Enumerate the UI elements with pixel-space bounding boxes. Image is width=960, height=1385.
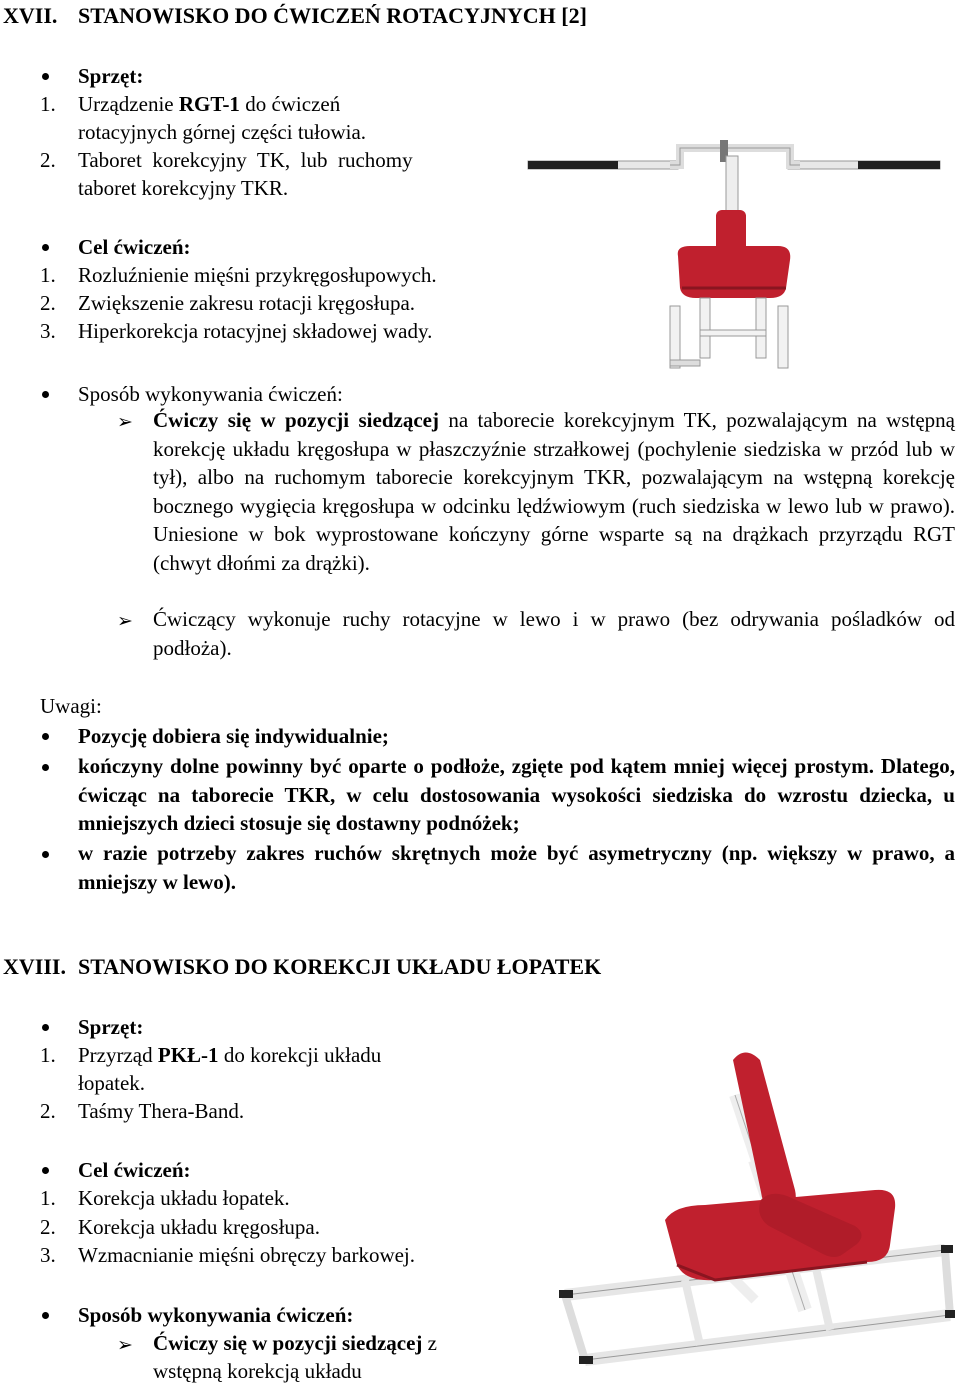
bullet-dot-icon — [42, 733, 49, 740]
method-heading: Sposób wykonywania ćwiczeń: — [78, 1303, 354, 1327]
equipment-heading: Sprzęt: — [78, 64, 144, 88]
list-number: 3. — [40, 319, 56, 343]
pkl-device-image — [555, 1040, 955, 1384]
method-paragraph-1: Ćwiczy się w pozycji siedzącej z — [153, 1331, 437, 1355]
note-item-1: Pozycję dobiera się indywidualnie; — [78, 724, 389, 748]
arrow-bullet-icon: ➢ — [117, 1334, 133, 1356]
list-number: 2. — [40, 1099, 56, 1123]
goal-item: Korekcja układu kręgosłupa. — [78, 1215, 321, 1239]
list-number: 3. — [40, 1243, 56, 1267]
equipment-item-2: Taśmy Thera-Band. — [78, 1099, 245, 1123]
list-number: 1. — [40, 92, 56, 116]
list-number: 1. — [40, 1186, 56, 1210]
goals-heading: Cel ćwiczeń: — [78, 1158, 191, 1182]
bullet-dot-icon — [42, 851, 49, 858]
method-paragraph-1: Ćwiczy się w pozycji siedzącej na taborecie korekcyjnym TK, pozwalającym na wstępną korekcję układu kręgosłupa w płaszczyźnie strzałkowej (pochylenie siedziska w przód lub w tył), albo na ruchomym taborecie korekcyjnym TKR, pozwalającym na wstępną korekcję bocznego wygięcia kręgosłupa w odcinku lędźwiowym (ruch siedziska w lewo lub w prawo). Uniesione w bok wyprostowane kończyny górne wsparte są na drążkach przyrządu RGT (chwyt dłońmi za drążki). — [153, 408, 955, 575]
note-item-2: kończyny dolne powinny być oparte o podłoże, zgięte pod kątem mniej więcej prostym. Dlatego, ćwicząc na taborecie TKR, w celu dostosowania wysokości siedziska do wzrostu dziecka, u mniejszych dzieci stosuje się dostawny podnóżek; — [78, 754, 955, 835]
section-18-number: XVIII. — [3, 954, 66, 979]
method-heading: Sposób wykonywania ćwiczeń: — [78, 382, 343, 406]
notes-heading: Uwagi: — [40, 694, 102, 718]
goals-heading: Cel ćwiczeń: — [78, 235, 191, 259]
arrow-bullet-icon: ➢ — [117, 411, 133, 433]
bullet-dot-icon — [42, 244, 49, 251]
equipment-item-1: Przyrząd PKŁ-1 do korekcji układu — [78, 1043, 382, 1067]
equipment-item-2-cont: taboret korekcyjny TKR. — [78, 176, 289, 200]
note-item-3: w razie potrzeby zakres ruchów skrętnych może być asymetryczny (np. większy w prawo, a mniejszy w lewo). — [78, 841, 955, 894]
list-number: 2. — [40, 291, 56, 315]
section-17-number: XVII. — [3, 3, 58, 28]
bullet-dot-icon — [42, 73, 49, 80]
list-number: 1. — [40, 1043, 56, 1067]
equipment-item-1-cont: łopatek. — [78, 1071, 146, 1095]
equipment-item-1: Urządzenie RGT-1 do ćwiczeń — [78, 92, 341, 116]
section-18-title: STANOWISKO DO KOREKCJI UKŁADU ŁOPATEK — [78, 954, 602, 979]
goal-item: Zwiększenie zakresu rotacji kręgosłupa. — [78, 291, 416, 315]
method-paragraph-2: Ćwiczący wykonuje ruchy rotacyjne w lewo i w prawo (bez odrywania pośladków od podłoża). — [153, 607, 955, 660]
list-number: 2. — [40, 148, 56, 172]
list-number: 1. — [40, 263, 56, 287]
rgt-device-image — [520, 138, 950, 374]
goal-item: Rozluźnienie mięśni przykręgosłupowych. — [78, 263, 437, 287]
bullet-dot-icon — [42, 764, 49, 771]
method-paragraph-1-cont: wstępną korekcją układu — [153, 1359, 362, 1383]
goal-item: Wzmacnianie mięśni obręczy barkowej. — [78, 1243, 416, 1267]
equipment-heading: Sprzęt: — [78, 1015, 144, 1039]
list-number: 2. — [40, 1215, 56, 1239]
bullet-dot-icon — [42, 1312, 49, 1319]
goal-item: Hiperkorekcja rotacyjnej składowej wady. — [78, 319, 433, 343]
bullet-dot-icon — [42, 1024, 49, 1031]
goal-item: Korekcja układu łopatek. — [78, 1186, 290, 1210]
section-17-title: STANOWISKO DO ĆWICZEŃ ROTACYJNYCH [2] — [78, 3, 587, 28]
arrow-bullet-icon: ➢ — [117, 610, 133, 632]
equipment-item-1-cont: rotacyjnych górnej części tułowia. — [78, 120, 367, 144]
equipment-item-2: Taboret korekcyjny TK, lub ruchomy — [78, 148, 413, 172]
bullet-dot-icon — [42, 1167, 49, 1174]
bullet-dot-icon — [42, 391, 49, 398]
